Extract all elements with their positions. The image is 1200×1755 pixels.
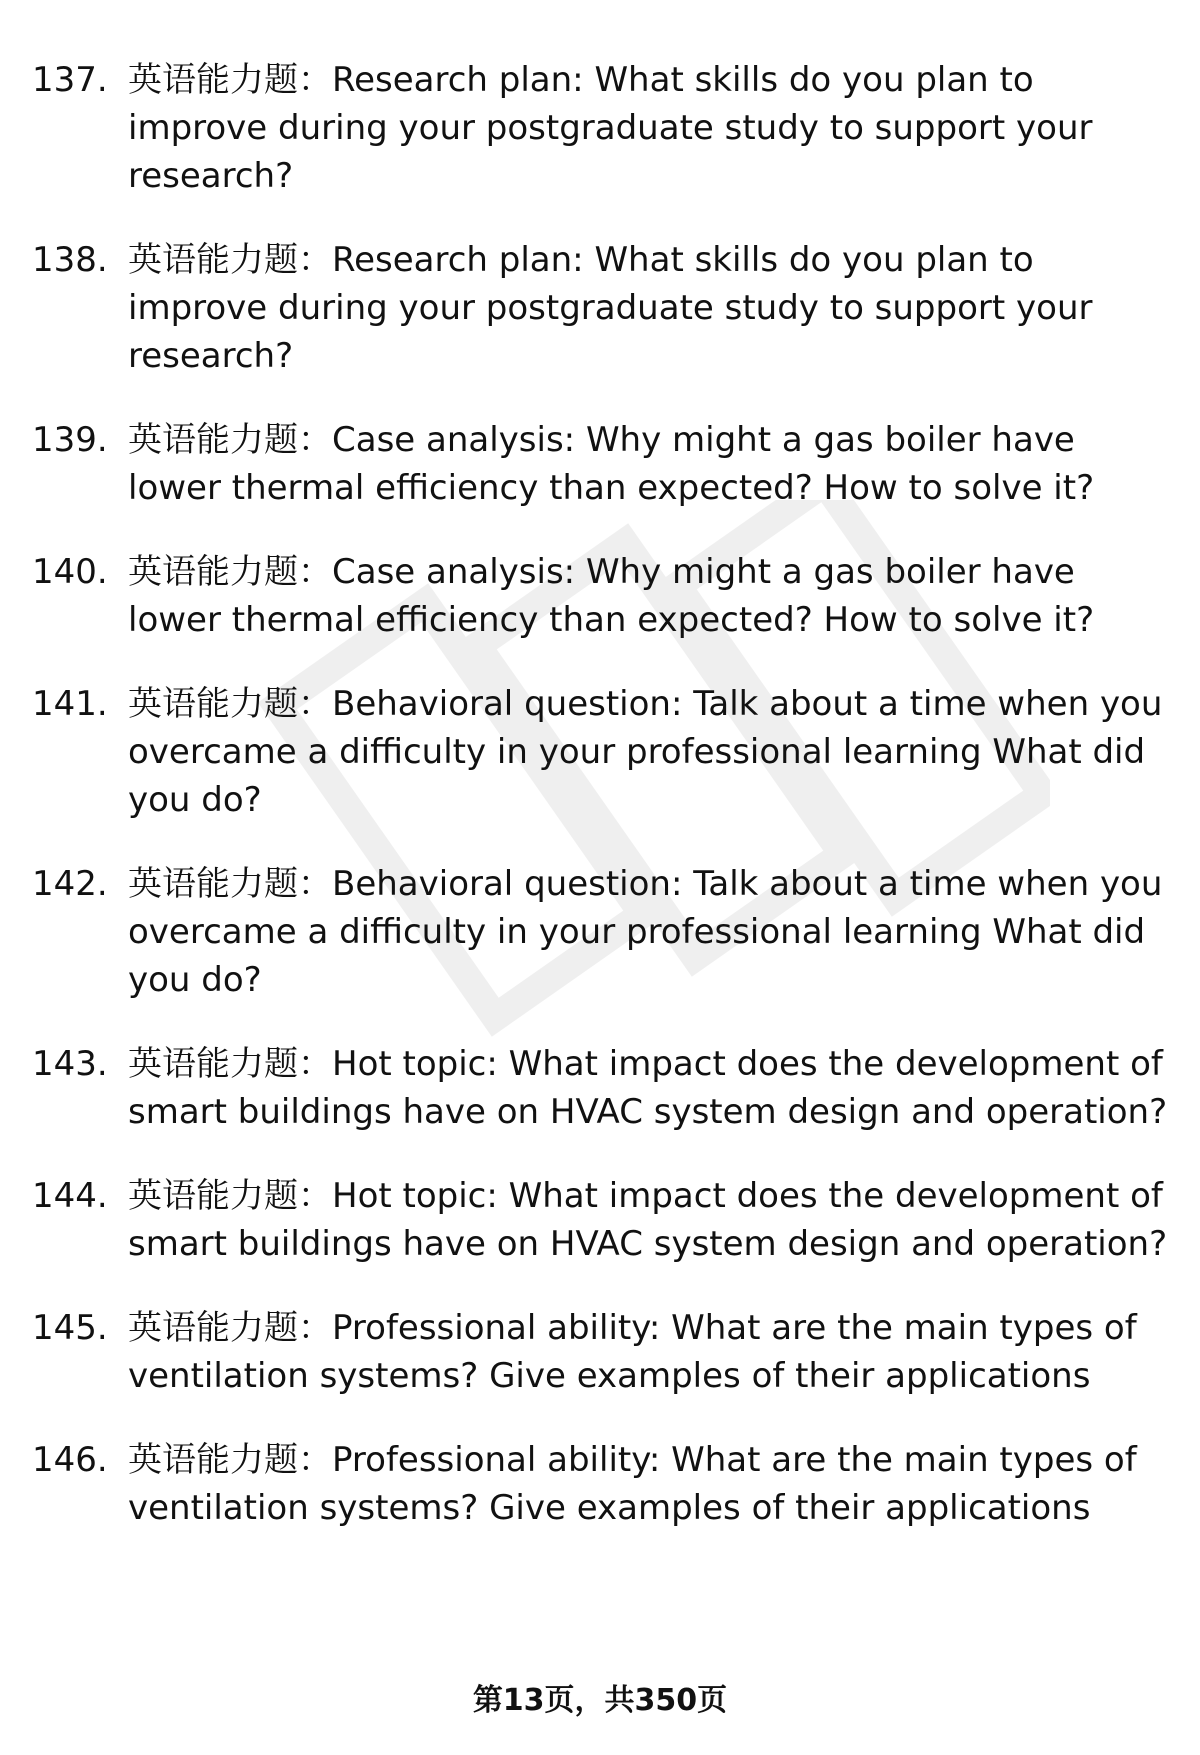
question-number: 145. [32, 1308, 108, 1348]
question-text: Professional ability: What are the main types of ventilation systems? Give examples of their applications [128, 1308, 1137, 1396]
question-list [32, 56, 1172, 1568]
question-text: Research plan: What skills do you plan to improve during your postgraduate study to support your research? [128, 240, 1093, 376]
question-category: 英语能力题： [128, 240, 332, 280]
question-number: 137. [32, 60, 108, 100]
question-category: 英语能力题： [128, 1044, 332, 1084]
question-item [32, 416, 1172, 512]
question-item [32, 548, 1172, 644]
question-item [32, 860, 1172, 1004]
question-text: Case analysis: Why might a gas boiler have lower thermal efficiency than expected? How to solve it? [128, 552, 1095, 640]
question-number: 146. [32, 1440, 108, 1480]
question-text: Hot topic: What impact does the development of smart buildings have on HVAC system design and operation? [128, 1176, 1168, 1264]
question-item [32, 1304, 1172, 1400]
question-text: Research plan: What skills do you plan to improve during your postgraduate study to support your research? [128, 60, 1093, 196]
question-text: Behavioral question: Talk about a time when you overcame a difficulty in your professional learning What did you do? [128, 684, 1163, 820]
question-category: 英语能力题： [128, 1308, 332, 1348]
question-text: Case analysis: Why might a gas boiler have lower thermal efficiency than expected? How to solve it? [128, 420, 1095, 508]
question-text: Professional ability: What are the main types of ventilation systems? Give examples of their applications [128, 1440, 1137, 1528]
question-category: 英语能力题： [128, 1440, 332, 1480]
question-number: 143. [32, 1044, 108, 1084]
question-number: 142. [32, 864, 108, 904]
question-category: 英语能力题： [128, 864, 332, 904]
question-number: 140. [32, 552, 108, 592]
question-category: 英语能力题： [128, 684, 332, 724]
question-item [32, 680, 1172, 824]
question-number: 139. [32, 420, 108, 460]
question-number: 138. [32, 240, 108, 280]
question-category: 英语能力题： [128, 552, 332, 592]
page-number-footer: 第13页，共350页 [472, 1683, 728, 1718]
question-item [32, 1436, 1172, 1532]
question-number: 141. [32, 684, 108, 724]
question-text: Behavioral question: Talk about a time when you overcame a difficulty in your professional learning What did you do? [128, 864, 1163, 1000]
question-category: 英语能力题： [128, 60, 332, 100]
question-item [32, 1172, 1172, 1268]
question-item [32, 236, 1172, 380]
question-text: Hot topic: What impact does the development of smart buildings have on HVAC system design and operation? [128, 1044, 1168, 1132]
question-category: 英语能力题： [128, 420, 332, 460]
question-number: 144. [32, 1176, 108, 1216]
question-item [32, 56, 1172, 200]
question-item [32, 1040, 1172, 1136]
question-category: 英语能力题： [128, 1176, 332, 1216]
